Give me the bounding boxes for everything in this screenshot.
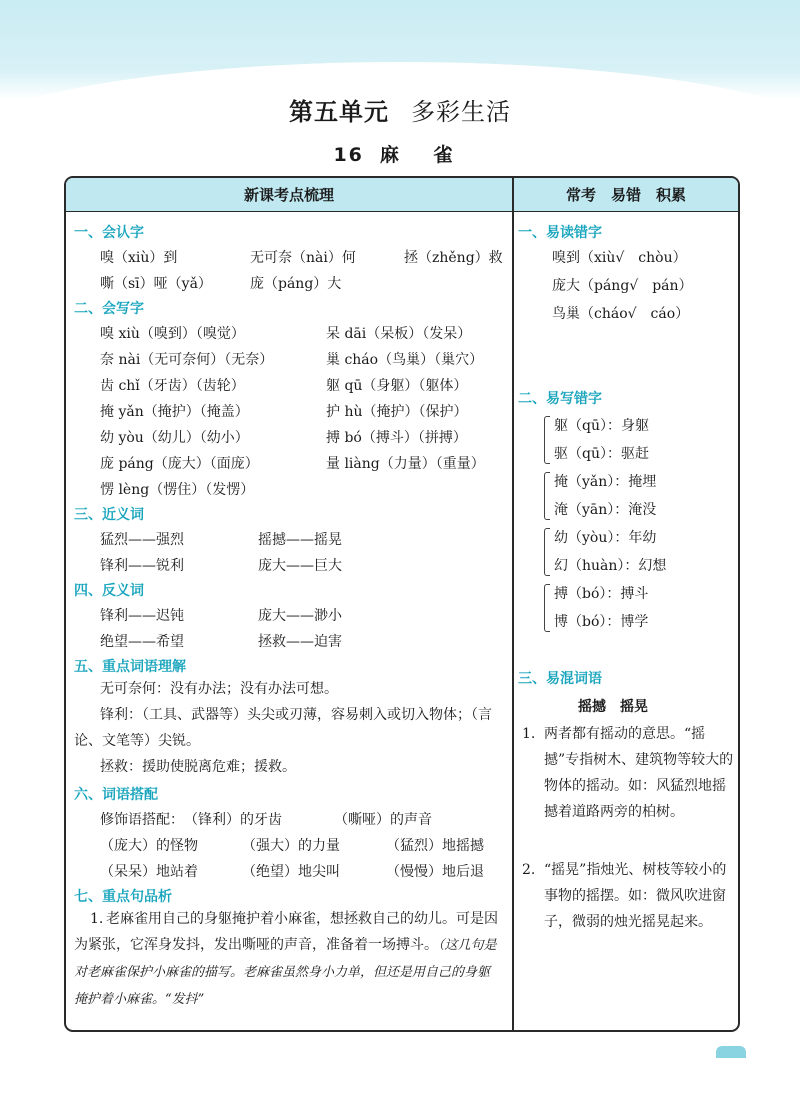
collocation-item: （猛烈）地摇撼 [386,838,484,854]
section-collocation-title: 六、词语搭配 [74,787,158,803]
recognize-item: 嗅（xiù）到 [100,250,178,266]
write-item: 奈 nài（无可奈何）（无奈） [100,352,274,368]
sentence-analysis: （这几句是对老麻雀保护小麻雀的描写。老麻雀虽然身小力单，但还是用自己的身躯掩护着小麻雀。“发抖” [74,938,497,1007]
synonym-item: 摇撼——摇晃 [258,532,342,548]
pair-bracket [544,584,550,632]
collocation-lead: 修饰语搭配： [100,812,184,828]
miswrite-item: 幻（huàn）：幻想 [554,558,667,574]
lesson-name: 麻 雀 [379,144,467,166]
section-antonym-title: 四、反义词 [74,583,144,599]
page-number-tab [716,1046,746,1058]
confusing-number: 1. [522,726,536,742]
column-divider [512,178,514,1030]
write-item: 愣 lèng（愣住）（发愣） [100,482,255,498]
misread-item: 庞大（páng√ pán） [552,278,693,294]
pair-bracket [544,472,550,520]
write-item: 巢 cháo（鸟巢）（巢穴） [326,352,484,368]
write-item: 幼 yòu（幼儿）（幼小） [100,430,249,446]
section-misread-title: 一、易读错字 [518,225,602,241]
antonym-item: 锋利——迟钝 [100,608,184,624]
study-card [64,176,740,1032]
lesson-title [0,140,800,167]
synonym-item: 庞大——巨大 [258,558,342,574]
collocation-item: （强大）的力量 [242,838,340,854]
write-item: 齿 chǐ（牙齿）（齿轮） [100,378,245,394]
miswrite-item: 幼（yòu）：年幼 [554,530,657,546]
pair-bracket [544,528,550,576]
meaning-paragraph: 无可奈何：没有办法；没有办法可想。 [100,681,338,697]
collocation-item: （锋利）的牙齿 [184,812,282,828]
sentence-text [74,906,502,1013]
section-write-title: 二、会写字 [74,301,144,317]
section-recognize-title: 一、会认字 [74,225,144,241]
recognize-item: 无可奈（nài）何 [250,250,356,266]
unit-number: 第五单元 [289,98,389,126]
collocation-item: （慢慢）地后退 [386,864,484,880]
recognize-item: 嘶（sī）哑（yǎ） [100,276,212,292]
section-miswrite-title: 二、易写错字 [518,391,602,407]
unit-theme: 多彩生活 [411,98,511,126]
write-item: 嗅 xiù（嗅到）（嗅觉） [100,326,245,342]
miswrite-item: 搏（bó）：搏斗 [554,586,649,602]
collocation-item: （绝望）地尖叫 [242,864,340,880]
confusing-pair-title: 摇撼 摇晃 [578,699,648,715]
collocation-item: （庞大）的怪物 [100,838,198,854]
right-column-heading: 常考 易错 积累 [514,178,738,212]
sentence-number: 1. [90,911,104,927]
miswrite-item: 驱（qū）：驱赶 [554,446,649,462]
recognize-item: 拯（zhěng）救 [404,250,503,266]
write-item: 庞 páng（庞大）（面庞） [100,456,259,472]
write-item: 呆 dāi（呆板）（发呆） [326,326,472,342]
write-item: 掩 yǎn（掩护）（掩盖） [100,404,249,420]
collocation-item: （嘶哑）的声音 [334,812,432,828]
section-synonym-title: 三、近义词 [74,507,144,523]
section-meaning-title: 五、重点词语理解 [74,659,186,675]
antonym-item: 绝望——希望 [100,634,184,650]
miswrite-item: 淹（yān）：淹没 [554,502,657,518]
antonym-item: 拯救——迫害 [258,634,342,650]
synonym-item: 锋利——锐利 [100,558,184,574]
section-confusing-title: 三、易混词语 [518,671,602,687]
pair-bracket [544,416,550,464]
write-item: 量 liàng（力量）（重量） [326,456,485,472]
antonym-item: 庞大——渺小 [258,608,342,624]
left-column-heading: 新课考点梳理 [66,178,512,212]
meaning-paragraph: 拯救：援助使脱离危难；援救。 [100,759,296,775]
lesson-number: 16 [333,144,364,166]
collocation-item: （呆呆）地站着 [100,864,198,880]
unit-title [0,92,800,127]
section-sentence-title: 七、重点句品析 [74,889,172,905]
write-item: 躯 qū（身躯）（躯体） [326,378,468,394]
misread-item: 嗅到（xiù√ chòu） [552,250,687,266]
synonym-item: 猛烈——强烈 [100,532,184,548]
confusing-number: 2. [522,862,536,878]
recognize-item: 庞（páng）大 [250,276,342,292]
confusing-explanation: 两者都有摇动的意思。“摇撼”专指树木、建筑物等较大的物体的摇动。如：风猛烈地摇撼着道路两旁的柏树。 [544,726,734,820]
misread-item: 鸟巢（cháo√ cáo） [552,306,690,322]
sentence-quote: 老麻雀用自己的身躯掩护着小麻雀，想拯救自己的幼儿。可是因为紧张，它浑身发抖，发出嘶哑的声音，准备着一场搏斗。 [74,911,498,953]
write-item: 搏 bó（搏斗）（拼搏） [326,430,467,446]
miswrite-item: 躯（qū）：身躯 [554,418,649,434]
meaning-paragraph: 锋利：（工具、武器等）头尖或刃薄，容易刺入或切入物体；（言论、文笔等）尖锐。 [74,707,492,749]
miswrite-item: 掩（yǎn）：掩埋 [554,474,657,490]
write-item: 护 hù（掩护）（保护） [326,404,468,420]
confusing-explanation: “摇晃”指烛光、树枝等较小的事物的摇摆。如：微风吹进窗子，微弱的烛光摇晃起来。 [544,862,727,930]
miswrite-item: 博（bó）：博学 [554,614,649,630]
